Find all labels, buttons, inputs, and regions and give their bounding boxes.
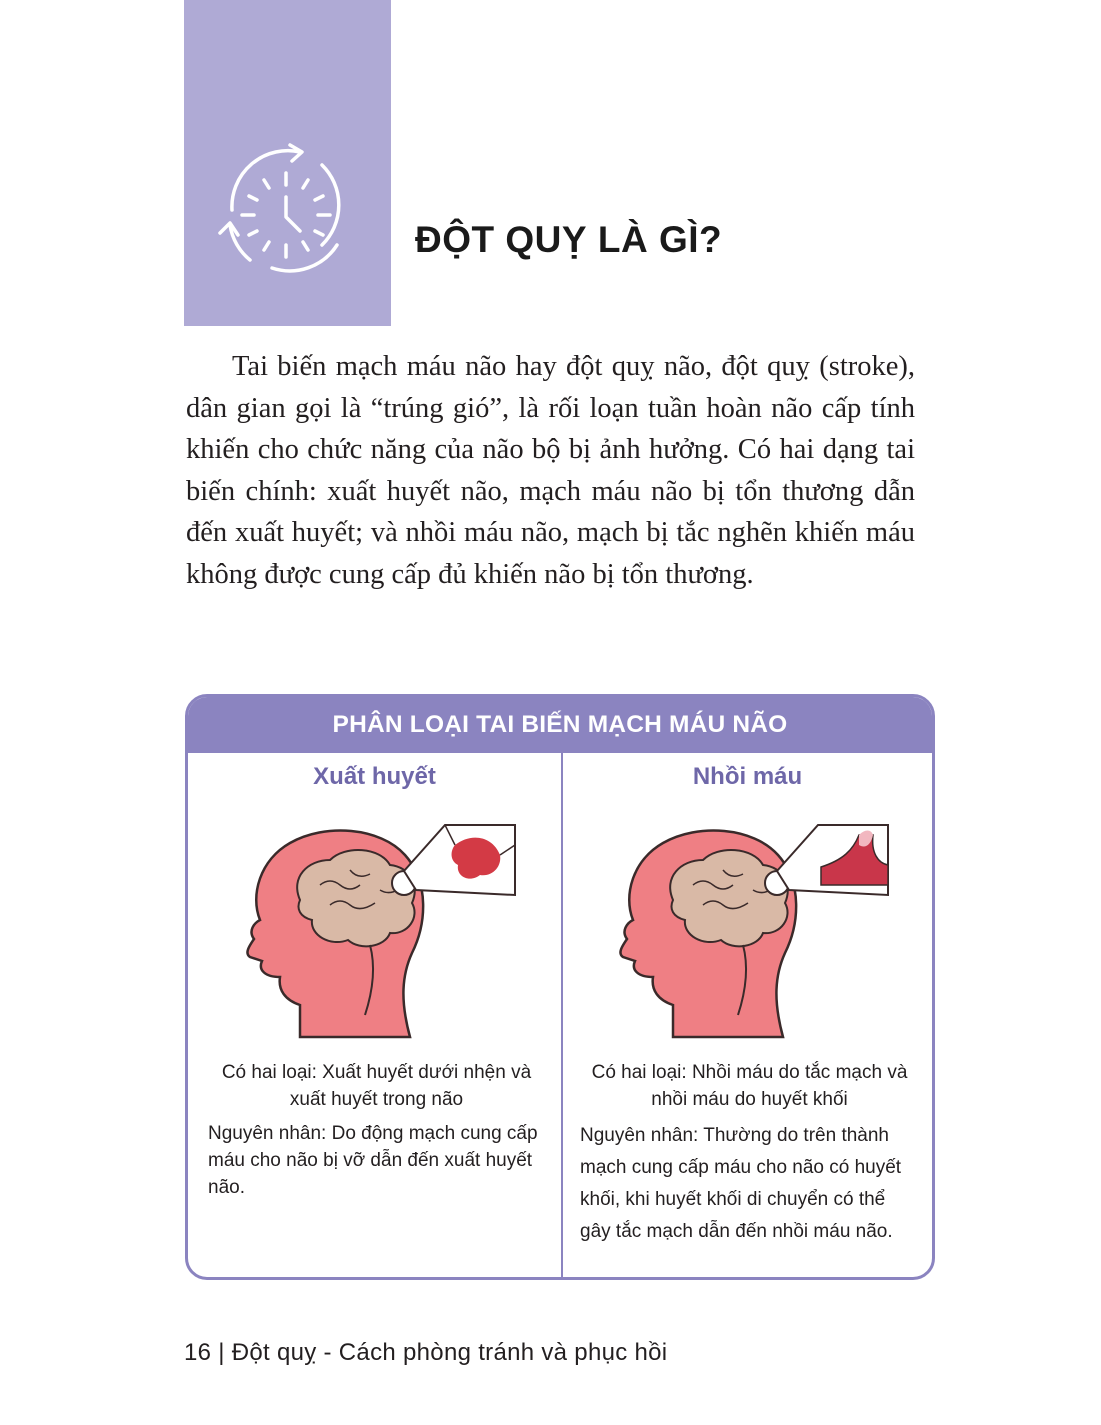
page-footer: 16 | Đột quỵ - Cách phòng tránh và phục hồi <box>184 1339 668 1366</box>
clock-cycle-icon <box>212 135 360 275</box>
classification-box <box>185 694 935 1280</box>
page-title: ĐỘT QUỴ LÀ GÌ? <box>415 219 723 260</box>
infarction-illustration <box>603 805 893 1045</box>
hemorrhage-cause: Nguyên nhân: Do động mạch cung cấp máu cho não bị vỡ dẫn đến xuất huyết não. <box>208 1123 538 1198</box>
hemorrhage-illustration <box>230 805 520 1045</box>
infarction-cause: Nguyên nhân: Thường do trên thành mạch cung cấp máu cho não có huyết khối, khi huyết khối di chuyển có thể gây tắc mạch dẫn đến nhồi máu não. <box>580 1125 902 1242</box>
hemorrhage-title: Xuất huyết <box>313 763 436 790</box>
classification-header: PHÂN LOẠI TAI BIẾN MẠCH MÁU NÃO <box>188 697 932 753</box>
infarction-title: Nhồi máu <box>692 763 803 790</box>
infarction-types: Có hai loại: Nhồi máu do tắc mạch và nhồi máu do huyết khối <box>591 1062 908 1110</box>
hemorrhage-types: Có hai loại: Xuất huyết dưới nhện và xuất huyết trong não <box>221 1062 532 1110</box>
intro-paragraph: Tai biến mạch máu não hay đột quỵ não, đột quỵ (stroke), dân gian gọi là “trúng gió”, là rối loạn tuần hoàn não cấp tính khiến cho chức năng của não bộ bị ảnh hưởng. Có hai dạng tai biến chính: xuất huyết não, mạch máu não bị tổn thương dẫn đến xuất huyết; và nhồi máu não, mạch bị tắc nghẽn khiến máu không được cung cấp đủ khiến não bị tổn thương. <box>186 351 915 590</box>
infarction-column <box>563 753 932 1277</box>
hemorrhage-column <box>188 753 561 1277</box>
